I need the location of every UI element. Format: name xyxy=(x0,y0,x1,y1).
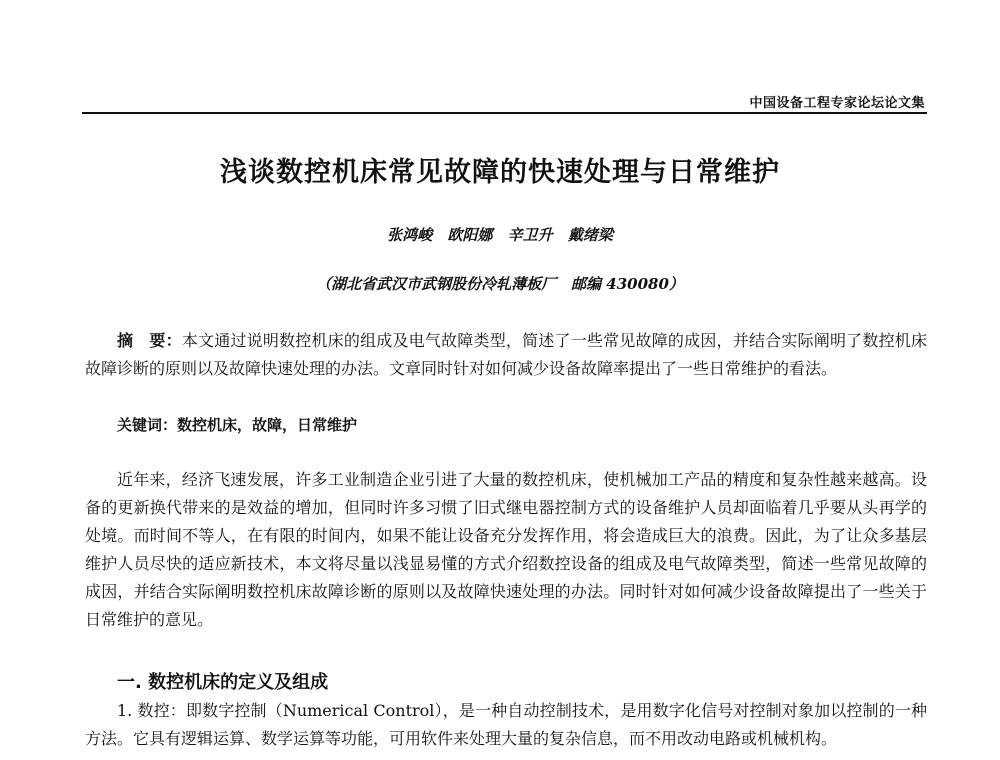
affiliation: （湖北省武汉市武钢股份冷轧薄板厂 邮编 430080） xyxy=(316,275,684,293)
paper-title: 浅谈数控机床常见故障的快速处理与日常维护 xyxy=(220,157,780,188)
section-paragraph: 1. 数控：即数字控制（Numerical Control），是一种自动控制技术，是用数字化信号对控制对象加以控制的一种方法。它具有逻辑运算、数学运算等功能，可用软件来处理大量的复杂信息，而不用改动电路或机械机构。 xyxy=(85,701,927,748)
abstract-text: 本文通过说明数控机床的组成及电气故障类型，简述了一些常见故障的成因，并结合实际阐明了数控机床故障诊断的原则以及故障快速处理的办法。文章同时针对如何减少设备故障率提出了一些日常维护的看法。 xyxy=(85,331,927,378)
keywords xyxy=(117,414,357,435)
keywords-label: 关键词： xyxy=(117,416,178,434)
abstract xyxy=(85,327,927,383)
abstract-label: 摘 要： xyxy=(117,331,182,350)
keywords-text: 数控机床，故障，日常维护 xyxy=(177,416,358,434)
intro-paragraph: 近年来，经济飞速发展，许多工业制造企业引进了大量的数控机床，使机械加工产品的精度和复杂性越来越高。设备的更新换代带来的是效益的增加，但同时许多习惯了旧式继电器控制方式的设备维护人员却面临着几乎要从头再学的处境。而时间不等人，在有限的时间内，如果不能让设备充分发挥作用，将会造成巨大的浪费。因此，为了让众多基层维护人员尽快的适应新技术，本文将尽量以浅显易懂的方式介绍数控设备的组成及电气故障类型，简述一些常见故障的成因，并结合实际阐明数控机床故障诊断的原则以及故障快速处理的办法。同时针对如何减少设备故障提出了一些关于日常维护的意见。 xyxy=(85,470,927,629)
section-heading: 一. 数控机床的定义及组成 xyxy=(117,672,329,693)
header-rule xyxy=(82,112,927,114)
authors: 张鸿峻 欧阳娜 辛卫升 戴绪梁 xyxy=(387,226,613,244)
running-header: 中国设备工程专家论坛论文集 xyxy=(749,96,925,111)
